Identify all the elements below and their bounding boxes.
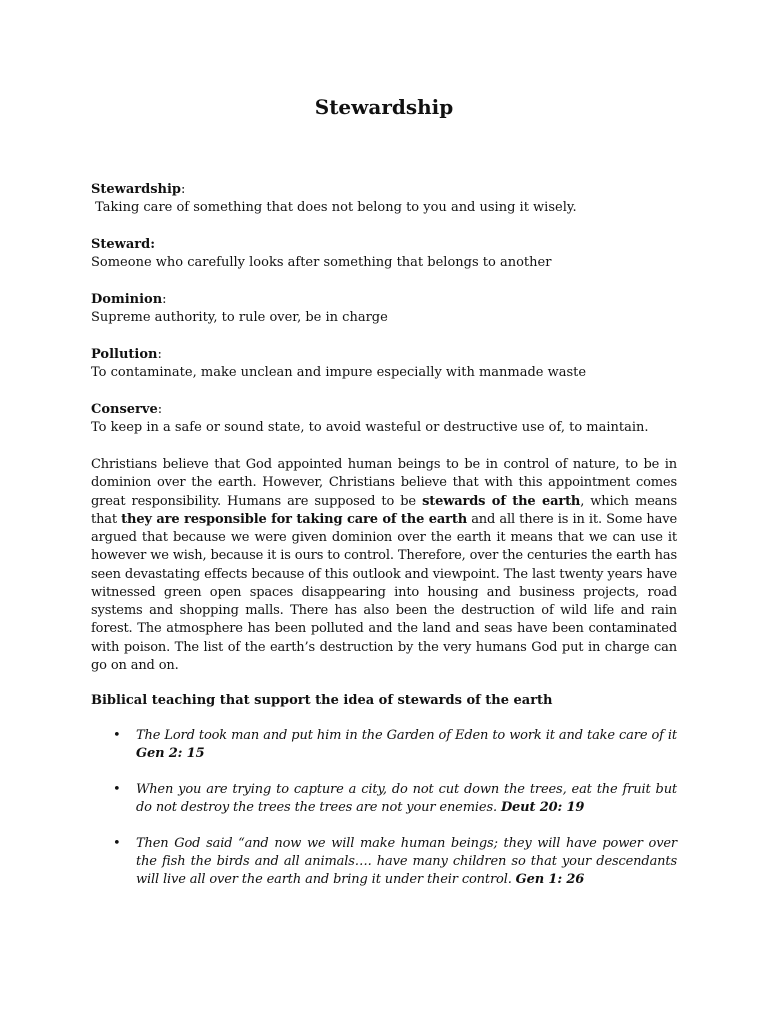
definition-term: Conserve: [91, 402, 163, 417]
definition-term: Stewardship: [91, 182, 186, 197]
body-paragraph: Christians believe that God appointed human beings to be in control of nature, to be in dominion over the earth. However, Christians believe that with this appointment comes great responsibility. Humans are supposed to be stewards of the earth, which means that they are responsible for taking care of the earth and all there is in it. Some have argued that because we were given dominion over the earth it means that we can use it however we wish, because it is ours to control. Therefore, over the centuries the earth has seen devastating effects because of this outlook and viewpoint. The last twenty years have witnessed green open spaces disappearing into housing and business projects, road systems and shopping malls. There has also been the destruction of wild life and rain forest. The atmosphere has been polluted and the land and seas have been contaminated with poison. The list of the earth’s destruction by the very humans God put in charge can go on and on. [91, 457, 677, 673]
scripture-reference: Gen 2: 15 [136, 746, 205, 761]
list-item: • Then God said “and now we will make human beings; they will have power over the fish the birds and all animals…. have many children so that your descendants will live all over the earth and bring it under their control. Gen 1: 26 [113, 836, 677, 887]
definition-term: Steward: [91, 237, 156, 252]
definition-steward [91, 236, 677, 272]
definition-text: Supreme authority, to rule over, be in charge [91, 310, 388, 325]
definition-text: To contaminate, make unclean and impure especially with manmade waste [91, 365, 587, 380]
bullet-icon: • [113, 782, 121, 797]
definition-text: Someone who carefully looks after something that belongs to another [91, 255, 552, 270]
document-title: Stewardship [314, 95, 454, 119]
definition-term: Pollution: [91, 347, 162, 362]
definition-dominion [91, 291, 677, 327]
definition-text: To keep in a safe or sound state, to avoid wasteful or destructive use of, to maintain. [91, 420, 649, 435]
scripture-reference: Gen 1: 26 [515, 872, 585, 887]
emphasis-responsible: they are responsible for taking care of the earth [121, 511, 468, 527]
scripture-reference: Deut 20: 19 [500, 800, 585, 815]
section-heading: Biblical teaching that support the idea of stewards of the earth [91, 693, 553, 708]
definition-term: Dominion: [91, 292, 167, 307]
definition-text: Taking care of something that does not belong to you and using it wisely. [91, 200, 577, 215]
definition-stewardship [91, 181, 677, 217]
document-page [91, 92, 677, 907]
definition-pollution [91, 346, 677, 382]
emphasis-stewards: stewards of the earth [422, 493, 581, 509]
list-item: • The Lord took man and put him in the Garden of Eden to work it and take care of it Gen 2: 15 [113, 728, 677, 761]
list-item: • When you are trying to capture a city, do not cut down the trees, eat the fruit but do not destroy the trees the trees are not your enemies. Deut 20: 19 [113, 782, 677, 815]
bullet-icon: • [113, 728, 121, 743]
bullet-icon: • [113, 836, 121, 851]
teaching-list [91, 727, 677, 889]
definition-conserve [91, 401, 677, 437]
